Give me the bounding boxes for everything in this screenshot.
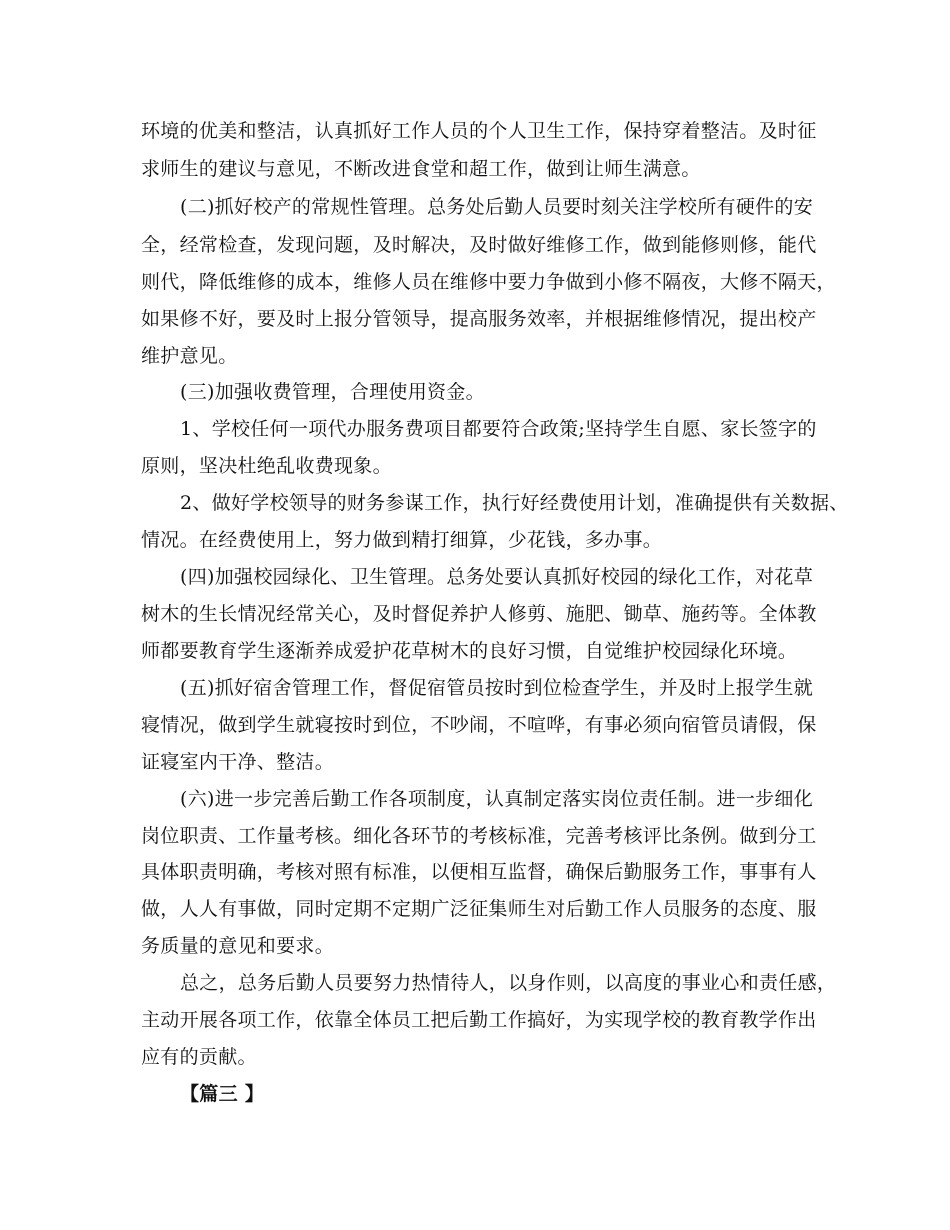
list-item-line: 1、学校任何一项代办服务费项目都要符合政策;坚持学生自愿、家长签字的 xyxy=(180,418,817,440)
body-text-line: 岗位职责、工作量考核。细化各环节的考核标准，完善考核评比条例。做到分工 xyxy=(141,825,817,847)
body-text-line: 具体职责明确，考核对照有标准，以便相互监督，确保后勤服务工作，事事有人 xyxy=(141,861,817,883)
body-text-line: 全，经常检查，发现问题，及时解决，及时做好维修工作，做到能修则修，能代 xyxy=(141,234,817,256)
chapter-marker: 【篇三 】 xyxy=(180,1083,265,1105)
body-text-line: 做，人人有事做，同时定期不定期广泛征集师生对后勤工作人员服务的态度、服 xyxy=(141,898,817,920)
body-text-line: 原则，坚决杜绝乱收费现象。 xyxy=(141,455,392,477)
section-heading-line: (四)加强校园绿化、卫生管理。总务处要认真抓好校园的绿化工作，对花草 xyxy=(180,566,814,588)
body-text-line: 如果修不好，要及时上报分管领导，提高服务效率，并根据维修情况，提出校产 xyxy=(141,308,817,330)
body-text-line: 维护意见。 xyxy=(141,345,238,367)
body-text-line: 应有的贡献。 xyxy=(141,1046,257,1068)
section-heading-line: (五)抓好宿舍管理工作，督促宿管员按时到位检查学生，并及时上报学生就 xyxy=(180,677,814,699)
body-text-line: 师都要教育学生逐渐养成爱护花草树木的良好习惯，自觉维护校园绿化环境。 xyxy=(141,640,798,662)
section-heading-line: (三)加强收费管理，合理使用资金。 xyxy=(180,381,485,403)
body-text-line: 则代，降低维修的成本，维修人员在维修中要力争做到小修不隔夜，大修不隔天， xyxy=(141,271,836,293)
conclusion-line: 总之，总务后勤人员要努力热情待人，以身作则，以高度的事业心和责任感， xyxy=(180,972,837,994)
body-text-line: 主动开展各项工作，依靠全体员工把后勤工作搞好，为实现学校的教育教学作出 xyxy=(141,1009,817,1031)
body-text-line: 环境的优美和整洁，认真抓好工作人员的个人卫生工作，保持穿着整洁。及时征 xyxy=(141,120,817,142)
body-text-line: 务质量的意见和要求。 xyxy=(141,935,335,957)
body-text-line: 寝情况，做到学生就寝按时到位，不吵闹，不喧哗，有事必须向宿管员请假，保 xyxy=(141,714,817,736)
body-text-line: 树木的生长情况经常关心，及时督促养护人修剪、施肥、锄草、施药等。全体教 xyxy=(141,603,817,625)
list-item-line: 2、做好学校领导的财务参谋工作，执行好经费使用计划，准确提供有关数据、 xyxy=(180,492,849,514)
body-text-line: 求师生的建议与意见，不断改进食堂和超工作，做到让师生满意。 xyxy=(141,158,701,180)
section-heading-line: (六)进一步完善后勤工作各项制度，认真制定落实岗位责任制。进一步细化 xyxy=(180,788,814,810)
body-text-line: 证寝室内干净、整洁。 xyxy=(141,751,335,773)
section-heading-line: (二)抓好校产的常规性管理。总务处后勤人员要时刻关注学校所有硬件的安 xyxy=(180,196,814,218)
body-text-line: 情况。在经费使用上，努力做到精打细算，少花钱，多办事。 xyxy=(141,529,663,551)
